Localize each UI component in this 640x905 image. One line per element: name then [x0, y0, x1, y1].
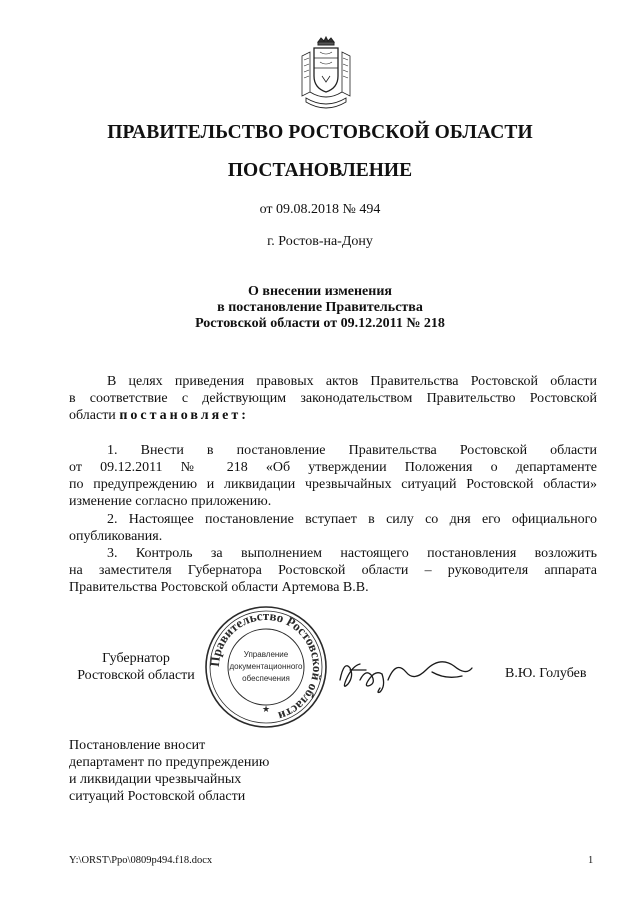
- seal-inner-line: Управление: [243, 650, 289, 659]
- preamble-line: [69, 407, 597, 424]
- item-line: 2. Настоящее постановление вступает в силу со дня его официального: [107, 512, 597, 527]
- seal-star: ★: [261, 704, 271, 714]
- document-type-heading: ПОСТАНОВЛЕНИЕ: [227, 160, 413, 181]
- document-title: [0, 284, 640, 332]
- item-line: изменение согласно приложению.: [69, 494, 272, 509]
- preamble-line: В целях приведения правовых актов Правительства Ростовской области: [107, 374, 597, 389]
- handwritten-signature: [336, 650, 476, 696]
- seal-inner-line: документационного: [229, 662, 303, 671]
- item-line: 3. Контроль за выполнением настоящего постановления возложить: [107, 546, 597, 561]
- title-line: в постановление Правительства: [217, 300, 423, 315]
- organization-heading: ПРАВИТЕЛЬСТВО РОСТОВСКОЙ ОБЛАСТИ: [107, 122, 533, 143]
- signatory-position: [70, 650, 202, 684]
- note-line: и ликвидации чрезвычайных: [69, 772, 242, 787]
- title-line: О внесении изменения: [248, 284, 392, 299]
- page-number: 1: [588, 855, 594, 866]
- note-line: ситуаций Ростовской области: [69, 789, 246, 804]
- position-line: Губернатор: [102, 651, 170, 666]
- position-line: Ростовской области: [77, 668, 195, 683]
- date-number: от 09.08.2018 № 494: [259, 202, 381, 217]
- title-line: Ростовской области от 09.12.2011 № 218: [195, 316, 445, 331]
- item-line: Правительства Ростовской области Артемова В.В.: [69, 580, 369, 595]
- submitter-note: [69, 737, 269, 805]
- preamble-line: в соответствие с действующим законодательством Правительство Ростовской: [69, 391, 597, 406]
- official-seal-icon: [203, 604, 329, 730]
- item-line: опубликования.: [69, 529, 163, 544]
- seal-outer-text: Правительство Ростовской области: [206, 607, 326, 725]
- item-line: по предупреждению и ликвидации чрезвычайных ситуаций Ростовской области»: [69, 477, 597, 492]
- note-line: Постановление вносит: [69, 738, 206, 753]
- item-3: [69, 545, 597, 596]
- seal-inner-line: обеспечения: [242, 674, 290, 683]
- item-2: [69, 511, 597, 545]
- coat-of-arms-icon: [296, 36, 356, 114]
- file-path: Y:\ORST\Ppo\0809p494.f18.docx: [69, 855, 213, 866]
- preamble-line-start: области: [69, 408, 116, 423]
- item-line: от 09.12.2011 № 218 «Об утверждении Положения о департаменте: [69, 460, 597, 475]
- note-line: департамент по предупреждению: [69, 755, 270, 770]
- signatory-name: В.Ю. Голубев: [505, 666, 587, 681]
- item-line: 1. Внести в постановление Правительства Ростовской области: [107, 443, 597, 458]
- preamble: [69, 373, 597, 424]
- item-1: [69, 442, 597, 510]
- item-line: на заместителя Губернатора Ростовской области – руководителя аппарата: [69, 563, 597, 578]
- city: г. Ростов-на-Дону: [267, 234, 373, 249]
- decree-word: постановляет:: [119, 408, 249, 423]
